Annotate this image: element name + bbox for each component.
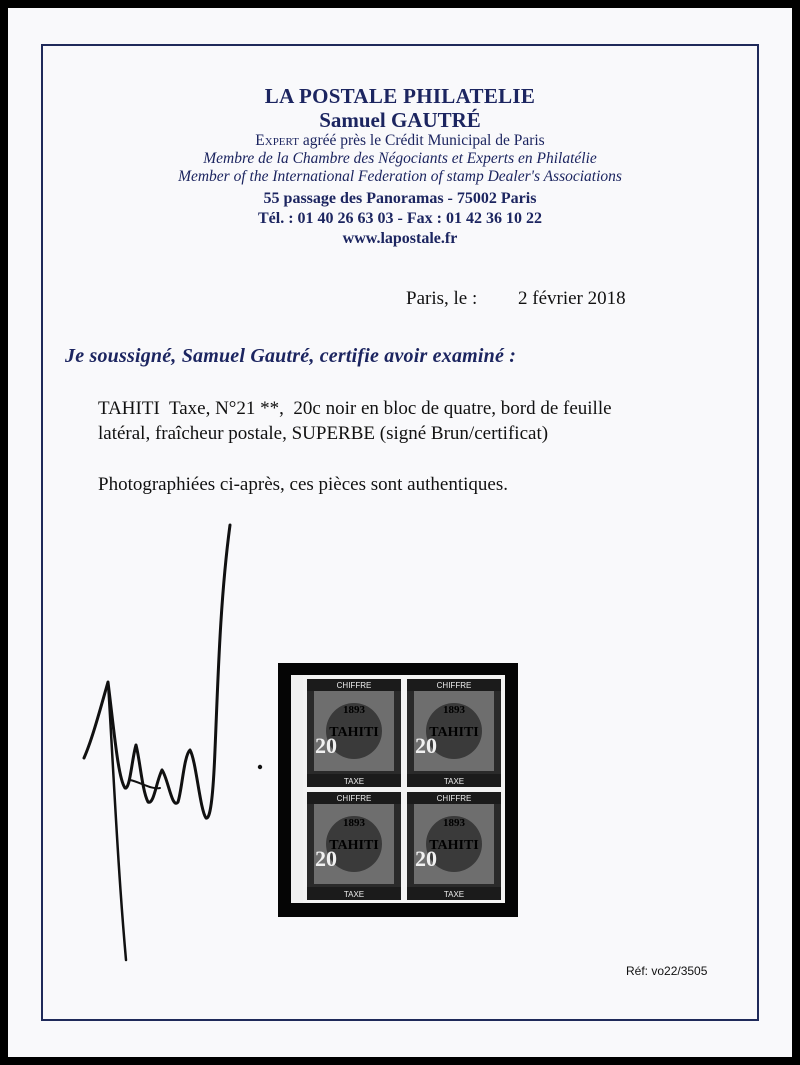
membership-french: Membre de la Chambre des Négociants et Experts en Philatélie (203, 150, 597, 167)
stamp-top-right (404, 676, 504, 790)
stamp-overprint: TAHITI (429, 838, 479, 853)
expert-signature (70, 520, 280, 970)
certificate-date: 2 février 2018 (518, 288, 626, 309)
certificate-header (0, 84, 800, 249)
stamp-design (404, 676, 504, 790)
stamp-denomination: 20 (315, 733, 337, 758)
stamp-bottom-left (304, 789, 404, 903)
expert-word: Expert (255, 132, 299, 149)
stamp-description (98, 396, 612, 446)
stamp-header-text: CHIFFRE (436, 681, 472, 690)
company-name: LA POSTALE PHILATELIE (264, 84, 536, 108)
description-line-2: latéral, fraîcheur postale, SUPERBE (signé Brun/certificat) (98, 423, 549, 444)
phone-fax: Tél. : 01 40 26 63 03 - Fax : 01 42 36 10 22 (258, 210, 542, 227)
stamp-bottom-text: TAXE (343, 777, 365, 786)
stamp-denomination: 20 (315, 846, 337, 871)
description-line-1: TAHITI Taxe, N°21 **, 20c noir en bloc de quatre, bord de feuille (98, 398, 612, 419)
stamp-design (404, 789, 504, 903)
stamp-photo (278, 663, 518, 917)
membership-english: Member of the International Federation of stamp Dealer's Associations (178, 168, 622, 185)
expert-accreditation (0, 132, 800, 150)
stamp-overprint: TAHITI (429, 725, 479, 740)
stamp-header-text: CHIFFRE (436, 794, 472, 803)
date-label: Paris, le : (406, 288, 478, 309)
stamp-year: 1893 (343, 817, 365, 829)
stamp-block-of-four (303, 675, 505, 903)
expert-accreditation-text: agréé près le Crédit Municipal de Paris (298, 132, 545, 149)
stamp-overprint: TAHITI (329, 838, 379, 853)
authenticity-statement: Photographiées ci-après, ces pièces sont authentiques. (98, 474, 508, 495)
reference-number: Réf: vo22/3505 (626, 964, 708, 978)
stamp-top-left (304, 676, 404, 790)
stamp-bottom-right (404, 789, 504, 903)
stamp-year: 1893 (343, 704, 365, 716)
stamp-bottom-text: TAXE (443, 890, 465, 899)
stamp-overprint: TAHITI (329, 725, 379, 740)
stamp-year: 1893 (443, 704, 465, 716)
date-line (406, 288, 626, 310)
sheet-margin (291, 675, 303, 903)
stamp-design (304, 676, 404, 790)
company-address: 55 passage des Panoramas - 75002 Paris (263, 190, 537, 207)
stamp-header-text: CHIFFRE (336, 681, 372, 690)
stamp-denomination: 20 (415, 733, 437, 758)
stamp-bottom-text: TAXE (343, 890, 365, 899)
expert-name: Samuel GAUTRÉ (319, 108, 481, 132)
stamp-design (304, 789, 404, 903)
certification-statement: Je soussigné, Samuel Gautré, certifie avoir examiné : (65, 345, 517, 367)
stamp-header-text: CHIFFRE (336, 794, 372, 803)
stamp-denomination: 20 (415, 846, 437, 871)
stamp-bottom-text: TAXE (443, 777, 465, 786)
stamp-year: 1893 (443, 817, 465, 829)
website: www.lapostale.fr (342, 230, 458, 247)
